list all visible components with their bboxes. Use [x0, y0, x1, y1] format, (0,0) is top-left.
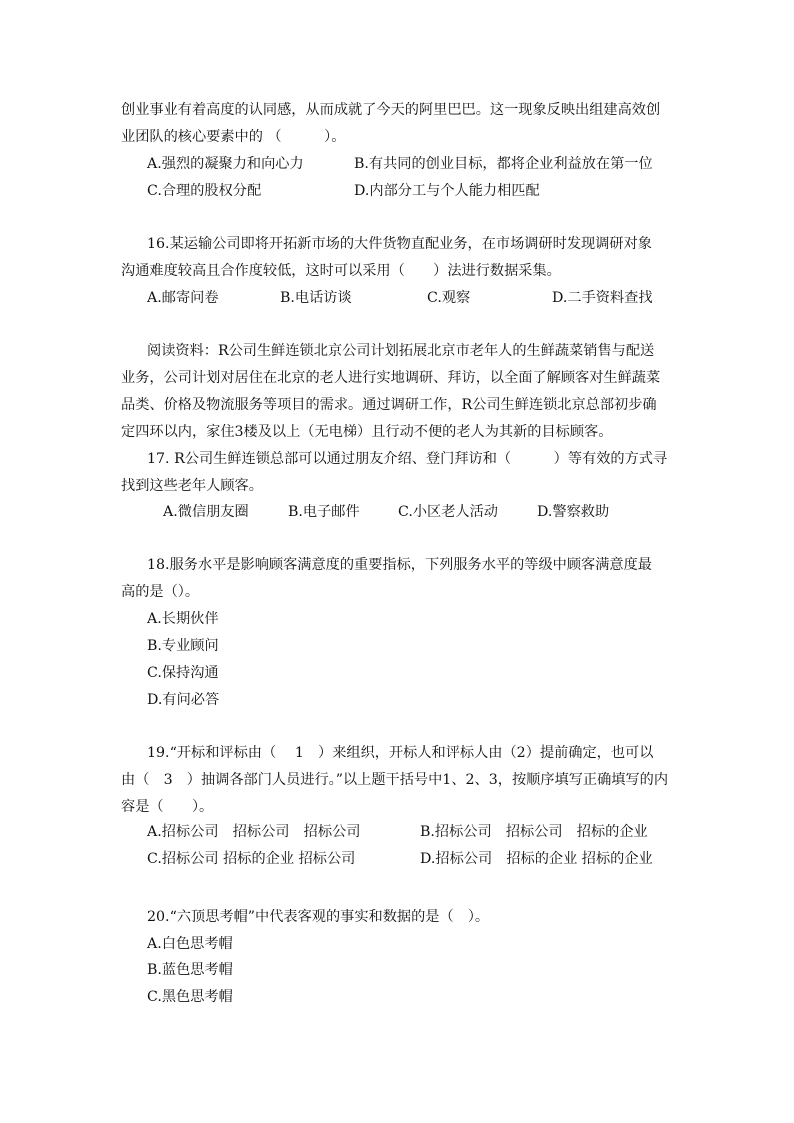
reading-line-4: 定四环以内，家住3楼及以上（无电梯）且行动不便的老人为其新的目标顾客。	[121, 424, 613, 440]
q19-option-d: D.招标公司 招标的企业 招标的企业	[420, 851, 653, 867]
intro-line-2: 业团队的核心要素中的 （ ）。	[121, 129, 346, 145]
q19-option-b: B.招标公司 招标公司 招标的企业	[420, 824, 648, 840]
q20-stem-line-1: 20.“六顶思考帽”中代表客观的事实和数据的是（ ）。	[147, 909, 490, 925]
q19-option-c: C.招标公司 招标的企业 招标公司	[147, 851, 356, 867]
q16-stem-line-1: 16.某运输公司即将开拓新市场的大件货物直配业务，在市场调研时发现调研对象	[147, 236, 652, 252]
q16-option-c: C.观察	[427, 290, 471, 306]
intro-option-d: D.内部分工与个人能力相匹配	[354, 183, 540, 199]
intro-option-c: C.合理的股权分配	[147, 183, 262, 199]
q19-stem-line-2: 由（ 3 ）抽调各部门人员进行。”以上题干括号中1、2、3，按顺序填写正确填写的内	[121, 772, 669, 788]
q18-stem-line-2: 高的是（）。	[121, 584, 200, 600]
q16-option-d: D.二手资料查找	[552, 290, 653, 306]
q18-option-a: A.长期伙伴	[147, 611, 219, 627]
q17-stem-line-1: 17. R公司生鲜连锁总部可以通过朋友介绍、登门拜访和（ ）等有效的方式寻	[147, 451, 668, 467]
intro-option-a: A.强烈的凝聚力和向心力	[147, 156, 304, 172]
q17-option-a: A.微信朋友圈	[163, 504, 249, 520]
q19-stem-line-3: 容是（ ）。	[121, 799, 214, 815]
q18-stem-line-1: 18.服务水平是影响顾客满意度的重要指标，下列服务水平的等级中顾客满意度最	[147, 557, 652, 573]
q17-option-b: B.电子邮件	[288, 504, 360, 520]
q20-option-c: C.黑色思考帽	[147, 989, 233, 1005]
q19-stem-line-1: 19.“开标和评标由（ 1 ）来组织，开标人和评标人由（2）提前确定，也可以	[147, 745, 654, 761]
reading-line-1: 阅读资料：R公司生鲜连锁北京公司计划拓展北京市老年人的生鲜蔬菜销售与配送	[147, 343, 655, 359]
q20-option-b: B.蓝色思考帽	[147, 962, 233, 978]
q18-option-c: C.保持沟通	[147, 665, 219, 681]
q16-option-b: B.电话访谈	[280, 290, 352, 306]
q18-option-b: B.专业顾问	[147, 638, 219, 654]
q19-option-a: A.招标公司 招标公司 招标公司	[147, 824, 361, 840]
q17-option-c: C.小区老人活动	[398, 504, 498, 520]
q17-stem-line-2: 找到这些老年人顾客。	[121, 478, 263, 494]
reading-line-3: 品类、价格及物流服务等项目的需求。通过调研工作，R公司生鲜连锁北京总部初步确	[121, 397, 657, 413]
q16-stem-line-2: 沟通难度较高且合作度较低，这时可以采用（ ）法进行数据采集。	[121, 263, 561, 279]
q16-option-a: A.邮寄问卷	[147, 290, 219, 306]
q18-option-d: D.有问必答	[147, 692, 220, 708]
intro-option-b: B.有共同的创业目标，都将企业利益放在第一位	[354, 156, 653, 172]
reading-line-2: 业务，公司计划对居住在北京的老人进行实地调研、拜访，以全面了解顾客对生鲜蔬菜	[121, 370, 661, 386]
intro-line-1: 创业事业有着高度的认同感，从而成就了今天的阿里巴巴。这一现象反映出组建高效创	[121, 102, 661, 118]
q17-option-d: D.警察救助	[537, 504, 610, 520]
q20-option-a: A.白色思考帽	[147, 936, 233, 952]
